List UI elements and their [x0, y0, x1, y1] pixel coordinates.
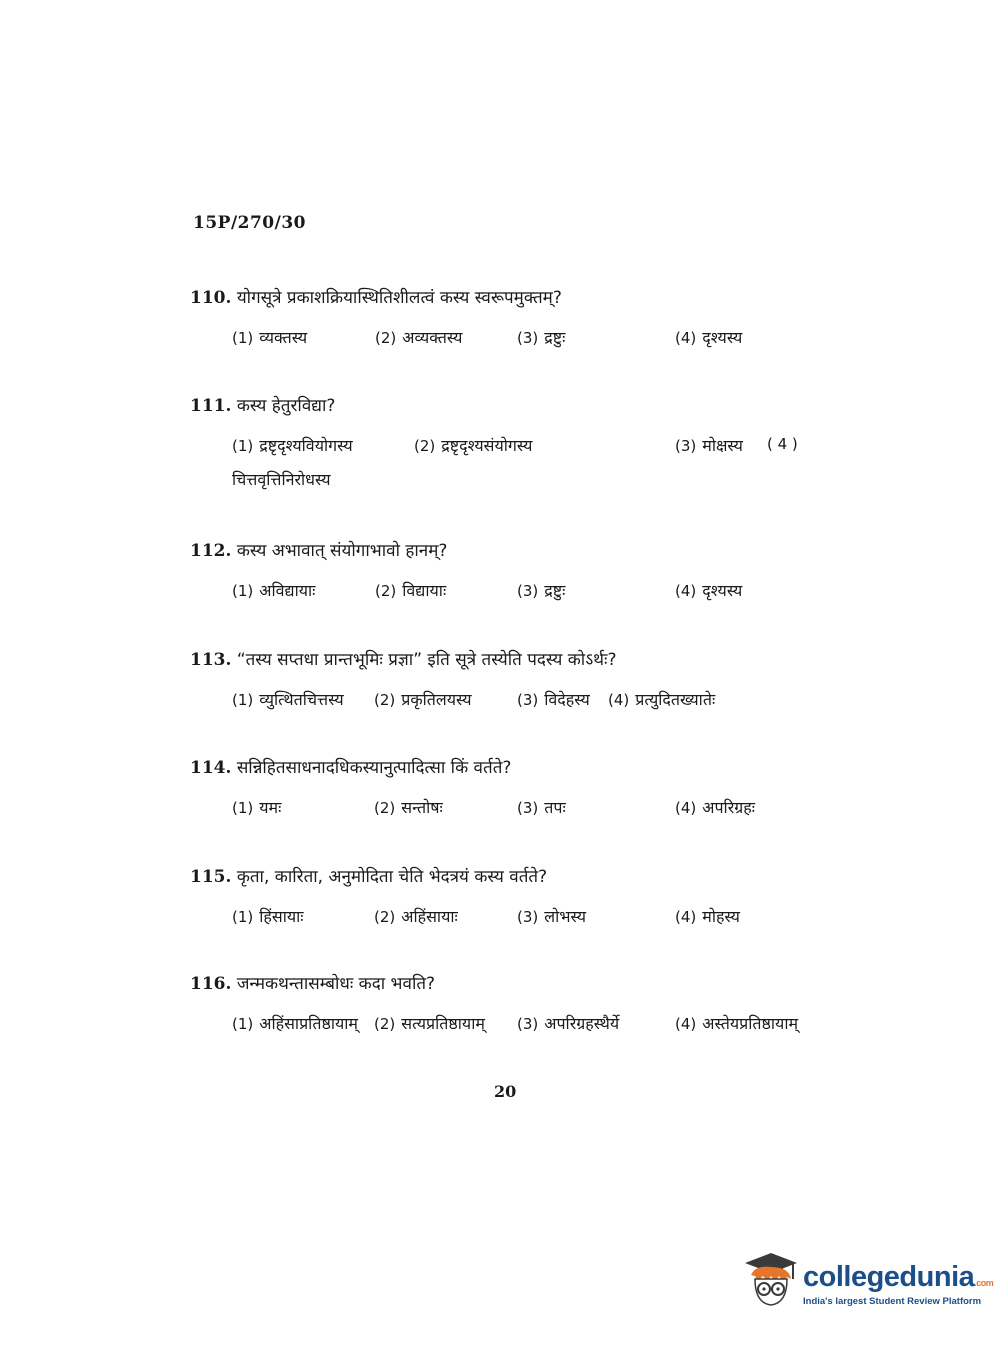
- option-1: (1) हिंसायाः: [232, 907, 304, 926]
- mascot-icon: [741, 1249, 801, 1313]
- option-3: (3) द्रष्टुः: [517, 328, 566, 347]
- option-2: (2) विद्यायाः: [375, 581, 447, 600]
- collegedunia-logo: [741, 1249, 994, 1313]
- option-3: (3) मोक्षस्य: [675, 436, 743, 455]
- option-2: (2) द्रष्टृदृश्यसंयोगस्य: [414, 436, 533, 455]
- option-4: (4) दृश्यस्य: [675, 581, 743, 600]
- question-114: [190, 756, 840, 824]
- logo-tagline: India's largest Student Review Platform: [803, 1296, 982, 1307]
- question-number: 111.: [190, 396, 232, 416]
- page-number: 20: [494, 1082, 517, 1101]
- question-number: 113.: [190, 650, 232, 670]
- option-4: (4) दृश्यस्य: [675, 328, 743, 347]
- option-1: (1) द्रष्टृदृश्यवियोगस्य: [232, 436, 353, 455]
- logo-name: collegedunia.com: [803, 1261, 994, 1293]
- option-1: (1) व्युत्थितचित्तस्य: [232, 690, 344, 709]
- question-113: [190, 648, 840, 716]
- question-116: [190, 972, 840, 1040]
- option-3: (3) अपरिग्रहस्थैर्ये: [517, 1014, 620, 1033]
- question-text: कस्य अभावात् संयोगाभावो हानम्?: [236, 541, 448, 561]
- option-4-text: चित्तवृत्तिनिरोधस्य: [232, 470, 331, 489]
- options: [190, 326, 840, 354]
- question-text: कस्य हेतुरविद्या?: [236, 396, 336, 416]
- option-2: (2) अहिंसायाः: [374, 907, 458, 926]
- option-3: (3) तपः: [517, 798, 566, 817]
- question-text: “तस्य सप्तधा प्रान्तभूमिः प्रज्ञा” इति सूत्रे तस्येति पदस्य कोऽर्थः?: [236, 650, 617, 670]
- option-2: (2) अव्यक्तस्य: [375, 328, 463, 347]
- option-4-number: ( 4 ): [767, 435, 798, 453]
- question-text: जन्मकथन्तासम्बोधः कदा भवति?: [236, 974, 436, 994]
- question-115: [190, 865, 840, 933]
- options: [190, 434, 840, 496]
- question-number: 115.: [190, 867, 232, 887]
- option-1: (1) अविद्यायाः: [232, 581, 316, 600]
- options: [190, 796, 840, 824]
- question-text: योगसूत्रे प्रकाशक्रियास्थितिशीलत्वं कस्य स्वरूपमुक्तम्?: [236, 288, 562, 308]
- question-110: [190, 286, 840, 354]
- question-number: 112.: [190, 541, 232, 561]
- question-text: सन्निहितसाधनादधिकस्यानुत्पादित्सा किं वर्तते?: [236, 758, 512, 778]
- options: [190, 1012, 840, 1040]
- option-1: (1) यमः: [232, 798, 282, 817]
- option-1: (1) अहिंसाप्रतिष्ठायाम्: [232, 1014, 359, 1033]
- question-number: 114.: [190, 758, 232, 778]
- paper-code: 15P/270/30: [193, 213, 307, 233]
- options: [190, 579, 840, 607]
- option-4: (4) प्रत्युदितख्यातेः: [608, 690, 716, 709]
- question-number: 110.: [190, 288, 232, 308]
- option-4: (4) अस्तेयप्रतिष्ठायाम्: [675, 1014, 799, 1033]
- option-2: (2) सन्तोषः: [374, 798, 443, 817]
- question-111: [190, 394, 840, 496]
- question-number: 116.: [190, 974, 232, 994]
- option-3: (3) विदेहस्य: [517, 690, 590, 709]
- option-1: (1) व्यक्तस्य: [232, 328, 308, 347]
- question-112: [190, 539, 840, 607]
- option-3: (3) लोभस्य: [517, 907, 586, 926]
- option-3: (3) द्रष्टुः: [517, 581, 566, 600]
- question-text: कृता, कारिता, अनुमोदिता चेति भेदत्रयं कस्य वर्तते?: [236, 867, 548, 887]
- options: [190, 905, 840, 933]
- option-4: (4) अपरिग्रहः: [675, 798, 756, 817]
- option-2: (2) प्रकृतिलयस्य: [374, 690, 472, 709]
- option-4: (4) मोहस्य: [675, 907, 740, 926]
- option-2: (2) सत्यप्रतिष्ठायाम्: [374, 1014, 485, 1033]
- options: [190, 688, 840, 716]
